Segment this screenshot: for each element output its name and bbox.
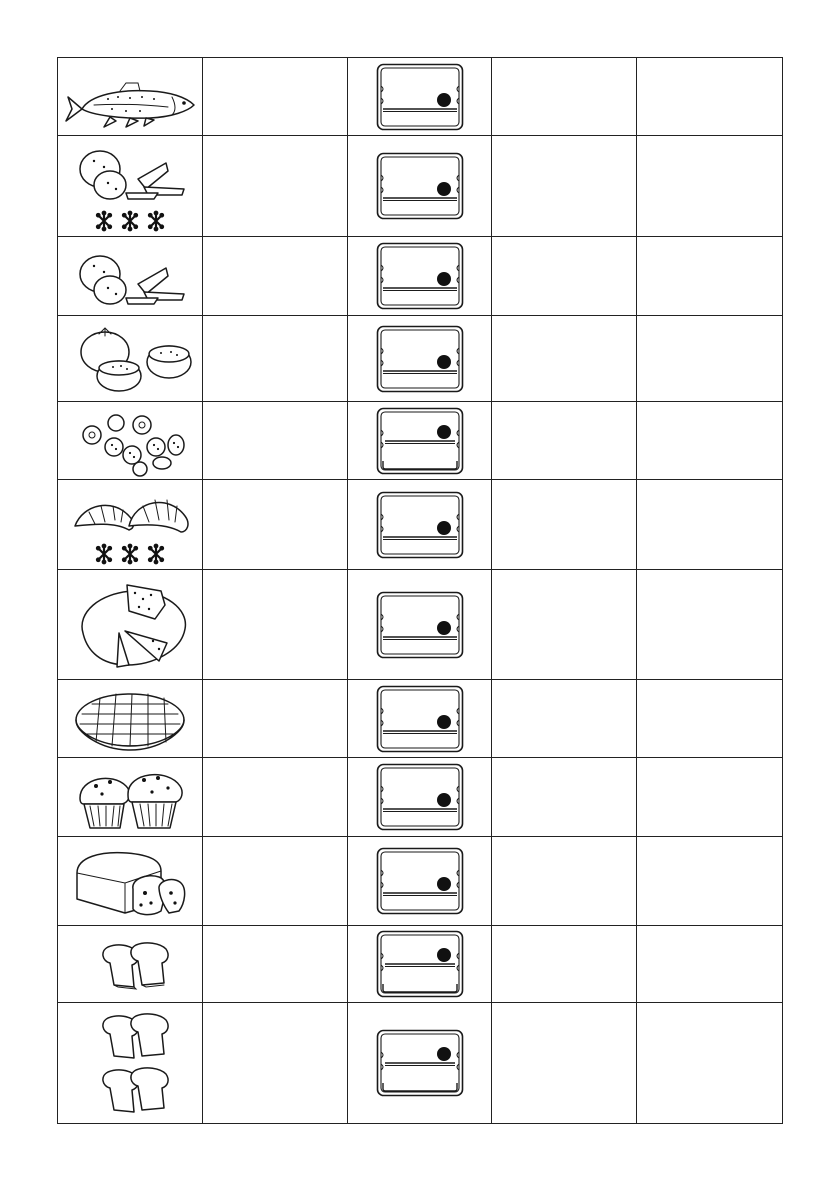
value-cell (637, 316, 783, 402)
value-cell (492, 837, 637, 926)
shelf-position-dot (437, 182, 451, 196)
food-cell (58, 926, 203, 1003)
food-cell (58, 58, 203, 136)
oven-shelf-diagram (376, 930, 464, 998)
table-row (58, 926, 783, 1003)
table-row (58, 837, 783, 926)
food-cell (58, 837, 203, 926)
oven-shelf-diagram (376, 242, 464, 310)
value-cell (492, 136, 637, 237)
value-cell (637, 136, 783, 237)
oven-shelf-diagram (376, 63, 464, 131)
value-cell (637, 837, 783, 926)
value-cell (203, 680, 348, 758)
shelf-position-dot (437, 1047, 451, 1061)
value-cell (203, 402, 348, 480)
food-cell (58, 570, 203, 680)
toast-icon (78, 935, 182, 993)
oven-cell (348, 237, 492, 316)
value-cell (492, 570, 637, 680)
oven-cell (348, 926, 492, 1003)
potatoes-icon (68, 137, 192, 235)
shelf-position-dot (437, 877, 451, 891)
snowflake-icon (149, 544, 163, 563)
table-row (58, 402, 783, 480)
food-cell (58, 316, 203, 402)
oven-cell (348, 316, 492, 402)
food-cell (58, 237, 203, 316)
value-cell (637, 1003, 783, 1124)
value-cell (203, 58, 348, 136)
oven-cell (348, 58, 492, 136)
value-cell (492, 926, 637, 1003)
value-cell (203, 837, 348, 926)
oven-shelf-diagram (376, 152, 464, 220)
oven-cell (348, 1003, 492, 1124)
fish-icon (60, 65, 200, 129)
value-cell (492, 316, 637, 402)
shelf-position-dot (437, 793, 451, 807)
oven-shelf-diagram (376, 685, 464, 753)
shelf-position-dot (437, 272, 451, 286)
value-cell (637, 570, 783, 680)
table-row (58, 680, 783, 758)
oven-shelf-diagram (376, 1029, 464, 1097)
oven-cell (348, 758, 492, 837)
small-pastries-icon (72, 405, 188, 477)
value-cell (492, 758, 637, 837)
cooking-table (57, 57, 783, 1124)
value-cell (492, 480, 637, 570)
food-cell (58, 480, 203, 570)
value-cell (203, 1003, 348, 1124)
snowflake-icon (149, 212, 163, 231)
value-cell (637, 680, 783, 758)
table-row (58, 1003, 783, 1124)
table-row (58, 570, 783, 680)
potatoes-icon (68, 242, 192, 310)
table-body (58, 58, 783, 1124)
oven-shelf-diagram (376, 763, 464, 831)
food-cell (58, 680, 203, 758)
value-cell (492, 680, 637, 758)
food-cell (58, 1003, 203, 1124)
value-cell (203, 237, 348, 316)
shelf-position-dot (437, 521, 451, 535)
oven-cell (348, 136, 492, 237)
value-cell (492, 58, 637, 136)
shelf-position-dot (437, 425, 451, 439)
oven-shelf-diagram (376, 325, 464, 393)
shelf-position-dot (437, 355, 451, 369)
table-row (58, 758, 783, 837)
value-cell (203, 570, 348, 680)
table-row (58, 480, 783, 570)
oven-cell (348, 680, 492, 758)
shelf-position-dot (437, 93, 451, 107)
snowflake-icon (97, 544, 111, 563)
table-row (58, 58, 783, 136)
oven-shelf-diagram (376, 407, 464, 475)
value-cell (203, 926, 348, 1003)
food-cell (58, 136, 203, 237)
table-row (58, 136, 783, 237)
muffins-icon (72, 762, 188, 832)
croissants-icon (69, 482, 191, 568)
shelf-position-dot (437, 621, 451, 635)
oven-cell (348, 480, 492, 570)
value-cell (637, 237, 783, 316)
snowflake-icon (123, 544, 137, 563)
value-cell (492, 402, 637, 480)
value-cell (203, 136, 348, 237)
value-cell (637, 926, 783, 1003)
table-row (58, 316, 783, 402)
food-cell (58, 758, 203, 837)
value-cell (637, 402, 783, 480)
value-cell (637, 758, 783, 837)
value-cell (492, 237, 637, 316)
oven-cell (348, 570, 492, 680)
snowflake-icon (97, 212, 111, 231)
snowflake-icon (123, 212, 137, 231)
toast-stack-icon (78, 1010, 182, 1116)
value-cell (203, 316, 348, 402)
value-cell (203, 480, 348, 570)
oven-shelf-diagram (376, 847, 464, 915)
shelf-position-dot (437, 948, 451, 962)
oven-shelf-diagram (376, 591, 464, 659)
table-row (58, 237, 783, 316)
value-cell (637, 480, 783, 570)
loaf-cake-icon (71, 843, 189, 919)
food-cell (58, 402, 203, 480)
stuffed-vegetables-icon (65, 322, 195, 396)
cheesecake-icon (69, 579, 191, 671)
oven-shelf-diagram (376, 491, 464, 559)
value-cell (203, 758, 348, 837)
shelf-position-dot (437, 715, 451, 729)
value-cell (637, 58, 783, 136)
oven-cell (348, 837, 492, 926)
value-cell (492, 1003, 637, 1124)
oven-cell (348, 402, 492, 480)
lattice-pie-icon (70, 684, 190, 754)
